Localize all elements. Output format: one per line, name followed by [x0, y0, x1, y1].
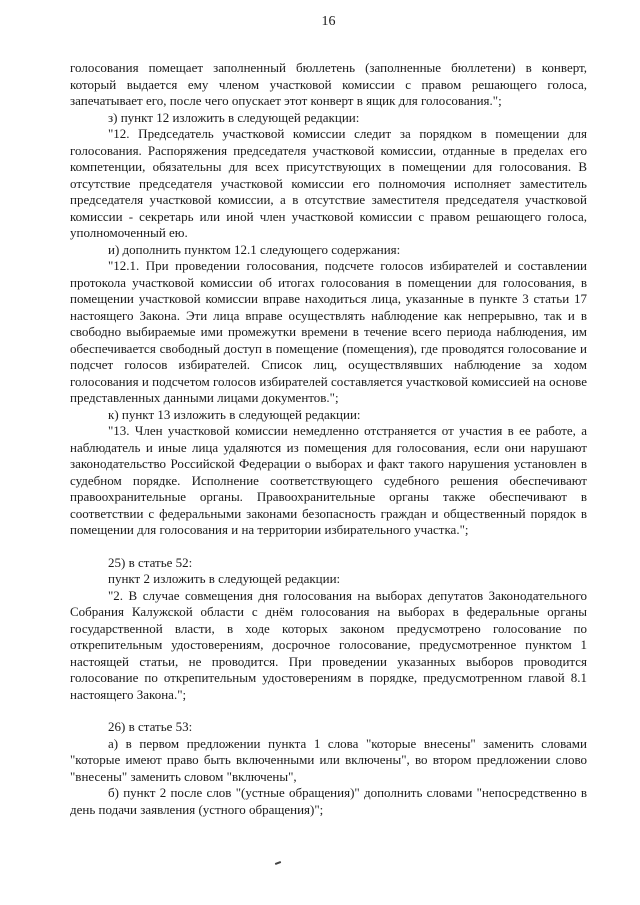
paragraph-point-12-1: "12.1. При проведении голосования, подсчете голосов избирателей и составлении протокола участковой комиссии об итогах голосования в помещении для голосования, в помещении участковой комиссии вправе находиться лица, указанные в пункте 3 статьи 17 настоящего Закона. Эти лица вправе осуществлять наблюдение как непрерывно, так и в свободно выбираемые ими промежутки времени в течение всего периода наблюдения, им обеспечивается свободный доступ в помещение (помещения), где проводятся голосование и подсчет голосов избирателей. Список лиц, осуществлявших наблюдение за ходом голосования и подсчетом голосов избирателей составляется участковой комиссией на основе представленных данными лицами документов.";	[70, 258, 587, 405]
paragraph-item-26: 26) в статье 53:	[108, 719, 193, 734]
document-body	[70, 60, 587, 818]
paragraph-ballot-envelope: голосования помещает заполненный бюллетень (заполненные бюллетени) в конверт, который выдается ему членом участковой комиссии с правом решающего голоса, запечатывает его, после чего опускает этот конверт в ящик для голосования.";	[70, 60, 587, 108]
paragraph-item-k: к) пункт 13 изложить в следующей редакции:	[108, 406, 361, 422]
paragraph-point-2: "2. В случае совмещения дня голосования на выборах депутатов Законодательного Собрания Калужской области с днём голосования на выборах в федеральные органы государственной власти, в ходе которых законом предусмотрено голосование по открепительным удостоверениям, досрочное голосование, предусмотренное пунктом 1 настоящей статьи, не проводится. При проведении указанных выборов проводится голосование по открепительным удостоверениям в порядке, предусмотренном главой 8.1 настоящего Закона.";	[70, 587, 587, 702]
scan-mark	[275, 861, 281, 865]
document-page	[70, 0, 587, 905]
paragraph-point-13: "13. Член участковой комиссии немедленно отстраняется от участия в ее работе, а наблюдатель и иные лица удаляются из помещения для голосования, если они нарушают законодательство Российской Федерации о выборах и факт такого нарушения установлен в судебном порядке. Исполнение соответствующего судебного решения обеспечивают правоохранительные органы. Правоохранительные органы также обеспечивают в соответствии с федеральными законами безопасность граждан и общественный порядок в помещении для голосования и на территории избирательного участка.";	[70, 423, 587, 537]
paragraph-point-12: "12. Председатель участковой комиссии следит за порядком в помещении для голосования. Распоряжения председателя участковой комиссии, отданные в пределах его компетенции, обязательны для всех присутствующих в помещении для голосования. В отсутствие председателя участковой комиссии его полномочия исполняет заместитель председателя участковой комиссии, а в отсутствие заместителя председателя участковой комиссии - секретарь или иной член участковой комиссии с правом решающего голоса, уполномоченный ею.	[70, 126, 587, 240]
paragraph-item-b: б) пункт 2 после слов "(устные обращения)" дополнить словами "непосредственно в день подачи заявления (устного обращения)";	[70, 785, 587, 817]
page-number: 16	[321, 14, 336, 29]
paragraph-item-z: з) пункт 12 изложить в следующей редакции:	[108, 109, 360, 125]
paragraph-item-25: 25) в статье 52:	[108, 554, 193, 570]
paragraph-point-2-intro: пункт 2 изложить в следующей редакции:	[108, 571, 341, 586]
paragraph-item-i: и) дополнить пунктом 12.1 следующего содержания:	[108, 241, 401, 257]
paragraph-item-a: а) в первом предложении пункта 1 слова "которые внесены" заменить словами "которые имеют право быть включенными или включены", во втором предложении слово "внесены" заменить словом "включены",	[70, 735, 587, 784]
